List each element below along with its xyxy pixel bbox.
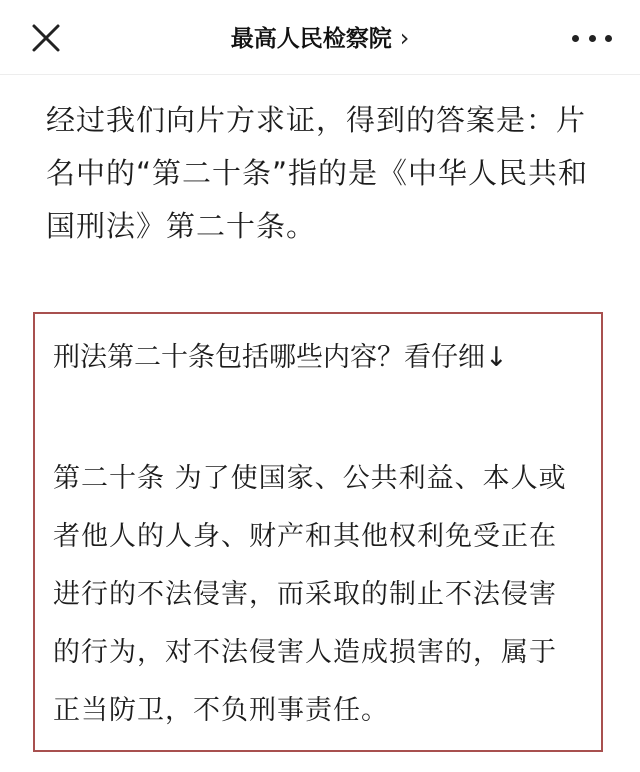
account-title-link[interactable]	[0, 18, 640, 58]
more-dot-icon	[605, 35, 612, 42]
more-options-button[interactable]	[572, 22, 612, 54]
more-dot-icon	[572, 35, 579, 42]
page-title: 最高人民检察院	[230, 26, 392, 52]
more-dot-icon	[589, 35, 596, 42]
chevron-right-icon: ›	[399, 24, 410, 52]
law-quote-box	[33, 312, 603, 752]
article-intro-paragraph: 经过我们向片方求证，得到的答案是：片名中的“第二十条”指的是《中华人民共和国刑法》第二十条。	[46, 103, 589, 243]
quote-box-body: 第二十条 为了使国家、公共利益、本人或者他人的人身、财产和其他权利免受正在进行的不法侵害，而采取的制止不法侵害的行为，对不法侵害人造成损害的，属于正当防卫，不负刑事责任。	[53, 463, 567, 726]
top-navigation-bar	[0, 0, 640, 75]
quote-box-heading: 刑法第二十条包括哪些内容？看仔细↓	[53, 342, 508, 373]
